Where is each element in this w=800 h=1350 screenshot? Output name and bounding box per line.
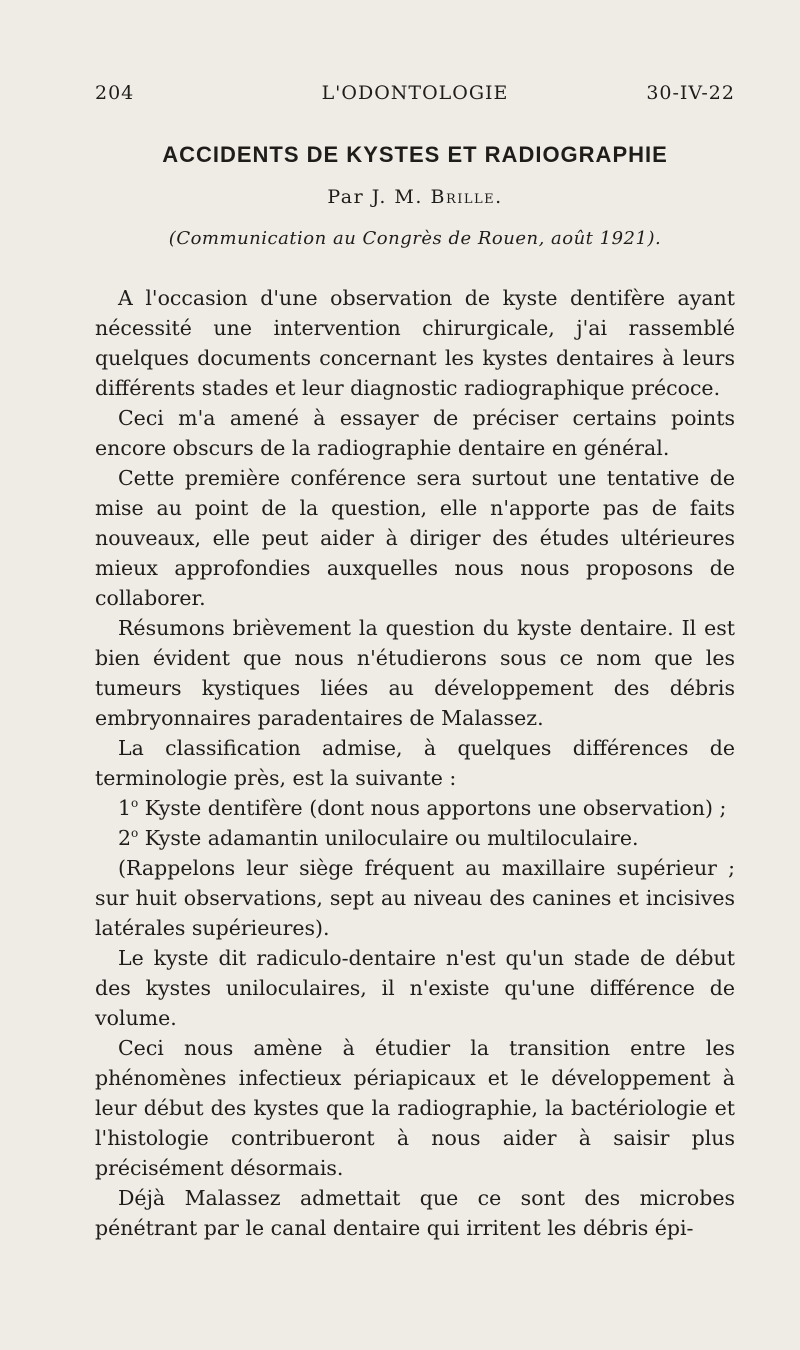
- paragraph: La classification admise, à quelques différences de terminologie près, est la suivante :: [95, 736, 735, 790]
- list-item-text: Kyste dentifère (dont nous apportons une observation) ;: [138, 796, 727, 820]
- list-item: [95, 823, 735, 853]
- paragraph: Résumons brièvement la question du kyste dentaire. Il est bien évident que nous n'étudierons sous ce nom que les tumeurs kystiques liées au développement des débris embryonnaires paradentaires de Malassez.: [95, 616, 735, 730]
- paragraph: (Rappelons leur siège fréquent au maxillaire supérieur ; sur huit observations, sept au niveau des canines et incisives latérales supérieures).: [95, 856, 735, 940]
- paragraph: Cette première conférence sera surtout une tentative de mise au point de la question, elle n'apporte pas de faits nouveaux, elle peut aider à diriger des études ultérieures mieux approfondies auxquelles nous nous proposons de collaborer.: [95, 466, 735, 610]
- article-title: ACCIDENTS DE KYSTES ET RADIOGRAPHIE: [162, 142, 668, 167]
- paragraph: Ceci m'a amené à essayer de préciser certains points encore obscurs de la radiographie dentaire en général.: [95, 406, 735, 460]
- list-item: [95, 793, 735, 823]
- list-item-ordinal: o: [131, 826, 139, 840]
- list-item-text: Kyste adamantin uniloculaire ou multiloculaire.: [138, 826, 639, 850]
- author-name: Brille.: [430, 186, 503, 208]
- communication-note: (Communication au Congrès de Rouen, août 1921).: [168, 228, 662, 249]
- page-number: 204: [95, 82, 135, 104]
- list-item-ordinal: o: [131, 796, 139, 810]
- running-header: [95, 82, 735, 112]
- journal-title: L'ODONTOLOGIE: [321, 82, 509, 104]
- list-item-number: 1: [118, 796, 132, 820]
- list-item-number: 2: [118, 826, 132, 850]
- paragraph: A l'occasion d'une observation de kyste dentifère ayant nécessité une intervention chirurgicale, j'ai rassemblé quelques documents concernant les kystes dentaires à leurs différents stades et leur diagnostic radiographique précoce.: [95, 286, 735, 400]
- paragraph: Ceci nous amène à étudier la transition entre les phénomènes infectieux périapicaux et le développement à leur début des kystes que la radiographie, la bactériologie et l'histologie contribueront à nous aider à saisir plus précisément désormais.: [95, 1036, 735, 1180]
- paragraph: Déjà Malassez admettait que ce sont des microbes pénétrant par le canal dentaire qui irritent les débris épi-: [95, 1186, 735, 1240]
- issue-date: 30-IV-22: [646, 82, 735, 104]
- author-line: [95, 186, 735, 208]
- author-prefix: Par J. M.: [327, 186, 423, 208]
- article-body: [95, 283, 735, 1243]
- paragraph: Le kyste dit radiculo-dentaire n'est qu'un stade de début des kystes uniloculaires, il n'existe qu'une différence de volume.: [95, 946, 735, 1030]
